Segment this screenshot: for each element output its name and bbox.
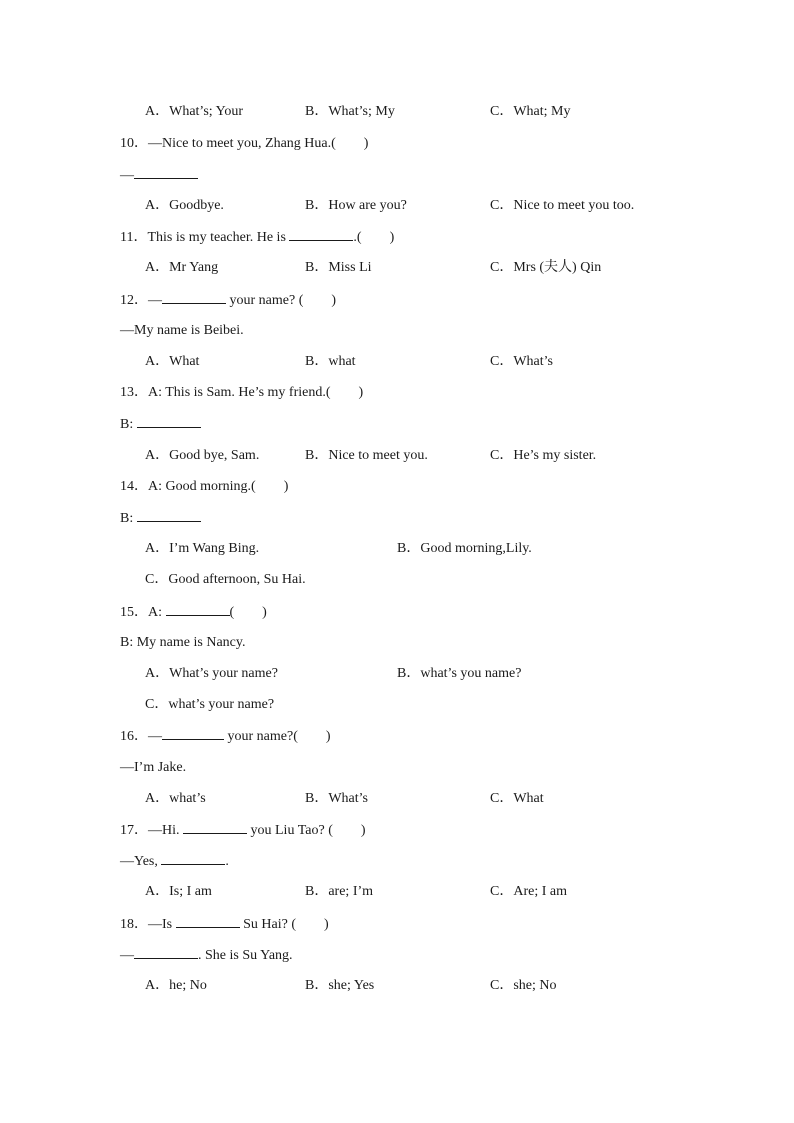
q16-question-end: your name?( ) — [224, 729, 331, 744]
q13-options — [0, 446, 794, 466]
q16-answer-blank[interactable] — [162, 726, 224, 740]
q12-option-b[interactable]: B．what — [305, 354, 356, 369]
q9-option-b[interactable]: B．What’s; My — [305, 104, 395, 119]
q10-answer-prefix: — — [120, 168, 134, 183]
q10-option-b[interactable]: B．How are you? — [305, 198, 407, 213]
q11-options — [0, 258, 794, 278]
q15-answer-blank[interactable] — [166, 602, 230, 616]
q13-option-b[interactable]: B．Nice to meet you. — [305, 448, 428, 463]
q17-answer-blank-1[interactable] — [183, 820, 247, 834]
q18-option-c[interactable]: C．she; No — [490, 978, 557, 993]
q14-stem — [0, 477, 794, 497]
q18-option-a[interactable]: A．he; No — [145, 978, 207, 993]
q12-option-a[interactable]: A．What — [145, 354, 200, 369]
q14-answer-line — [0, 508, 794, 528]
q14-answer-blank[interactable] — [137, 508, 201, 522]
q15-answer-line — [0, 633, 794, 653]
q10-question: 10．—Nice to meet you, Zhang Hua.( ) — [120, 136, 369, 151]
q18-question-start: 18．—Is — [120, 917, 176, 932]
q14-option-c[interactable]: C．Good afternoon, Su Hai. — [145, 572, 306, 587]
q15-stem — [0, 602, 794, 622]
q10-answer-line — [0, 165, 794, 185]
q11-option-c[interactable]: C．Mrs (夫人) Qin — [490, 260, 602, 275]
q11-answer-blank[interactable] — [289, 227, 353, 241]
q15-options-row1 — [0, 664, 794, 684]
q15-option-a[interactable]: A．What’s your name? — [145, 666, 278, 681]
q9-option-c[interactable]: C．What; My — [490, 104, 571, 119]
q10-options — [0, 196, 794, 216]
q10-stem — [0, 134, 794, 154]
q18-options — [0, 976, 794, 996]
q10-option-c[interactable]: C．Nice to meet you too. — [490, 198, 635, 213]
q11-question-start: 11．This is my teacher. He is — [120, 230, 290, 245]
q9-option-a[interactable]: A．What’s; Your — [145, 104, 244, 119]
q16-option-a[interactable]: A．what’s — [145, 791, 206, 806]
q17-stem — [0, 820, 794, 840]
q16-option-b[interactable]: B．What’s — [305, 791, 368, 806]
q13-answer-blank[interactable] — [137, 414, 201, 428]
q13-option-a[interactable]: A．Good bye, Sam. — [145, 448, 260, 463]
q14-option-b[interactable]: B．Good morning,Lily. — [397, 541, 532, 556]
q13-stem — [0, 383, 794, 403]
q18-answer-blank-1[interactable] — [176, 914, 240, 928]
q17-answer-line — [0, 851, 794, 871]
q16-answer-line — [0, 758, 794, 778]
q12-question-end: your name? ( ) — [226, 293, 337, 308]
q14-question: 14．A: Good morning.( ) — [120, 479, 289, 494]
q15-answer: B: My name is Nancy. — [120, 635, 246, 650]
q17-option-b[interactable]: B．are; I’m — [305, 884, 374, 899]
q10-option-a[interactable]: A．Goodbye. — [145, 198, 224, 213]
q12-answer: —My name is Beibei. — [120, 323, 244, 338]
q14-answer-prefix: B: — [120, 511, 137, 526]
q14-option-a[interactable]: A．I’m Wang Bing. — [145, 541, 260, 556]
q11-option-b[interactable]: B．Miss Li — [305, 260, 372, 275]
q13-answer-prefix: B: — [120, 417, 137, 432]
q10-answer-blank[interactable] — [134, 165, 198, 179]
q13-question: 13．A: This is Sam. He’s my friend.( ) — [120, 385, 364, 400]
q18-question-end: Su Hai? ( ) — [239, 917, 329, 932]
q17-option-a[interactable]: A．Is; I am — [145, 884, 212, 899]
q16-options — [0, 789, 794, 809]
q11-stem — [0, 227, 794, 247]
q17-option-c[interactable]: C．Are; I am — [490, 884, 567, 899]
q18-stem — [0, 914, 794, 934]
q18-answer-start: — — [120, 948, 134, 963]
q12-option-c[interactable]: C．What’s — [490, 354, 553, 369]
q12-answer-line — [0, 321, 794, 341]
q17-question-start: 17．—Hi. — [120, 823, 183, 838]
q18-answer-end: . She is Su Yang. — [198, 948, 293, 963]
q14-options-row1 — [0, 539, 794, 559]
q12-options — [0, 352, 794, 372]
q17-answer-blank-2[interactable] — [161, 851, 225, 865]
q12-stem — [0, 290, 794, 310]
q18-answer-blank-2[interactable] — [134, 945, 198, 959]
q17-answer-end: . — [225, 854, 229, 869]
q15-option-c[interactable]: C．what’s your name? — [145, 697, 275, 712]
q15-option-b[interactable]: B．what’s you name? — [397, 666, 522, 681]
q17-options — [0, 882, 794, 902]
q17-question-end: you Liu Tao? ( ) — [247, 823, 366, 838]
q17-answer-start: —Yes, — [120, 854, 162, 869]
q13-answer-line — [0, 414, 794, 434]
q15-options-row2 — [0, 695, 794, 715]
q15-question-end: ( ) — [229, 605, 267, 620]
q14-options-row2 — [0, 570, 794, 590]
q12-answer-blank[interactable] — [162, 290, 226, 304]
q11-option-a[interactable]: A．Mr Yang — [145, 260, 219, 275]
q13-option-c[interactable]: C．He’s my sister. — [490, 448, 597, 463]
q18-option-b[interactable]: B．she; Yes — [305, 978, 375, 993]
q16-stem — [0, 726, 794, 746]
q9-options — [0, 102, 794, 122]
q15-question-start: 15．A: — [120, 605, 166, 620]
q16-answer: —I’m Jake. — [120, 760, 187, 775]
q16-question-start: 16．— — [120, 729, 162, 744]
q12-question-start: 12．— — [120, 293, 162, 308]
q18-answer-line — [0, 945, 794, 965]
q11-question-end: .( ) — [353, 230, 395, 245]
q16-option-c[interactable]: C．What — [490, 791, 544, 806]
